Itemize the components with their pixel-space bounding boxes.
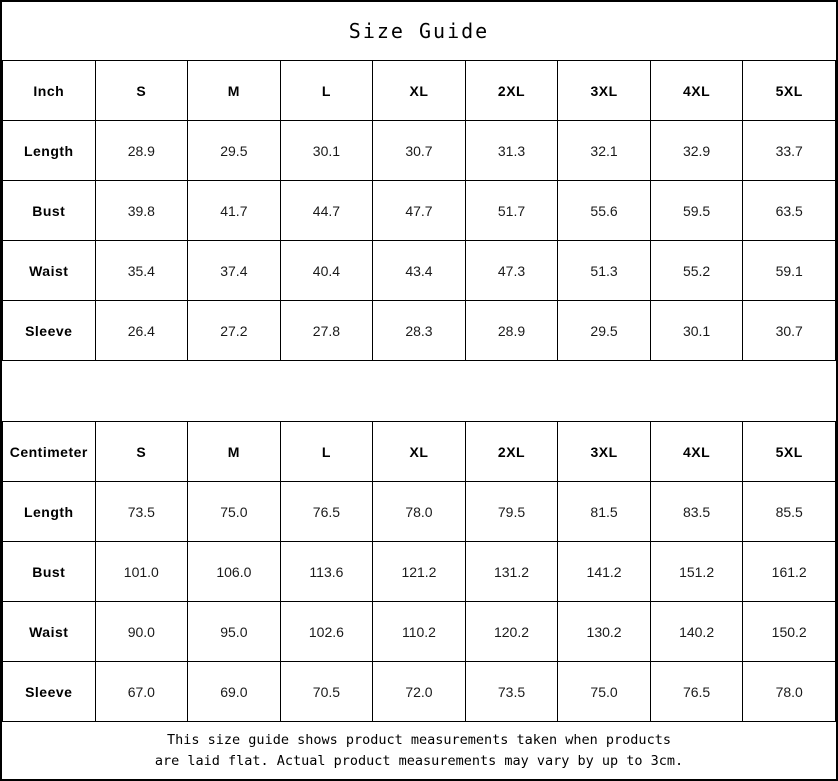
value-cell: 37.4 — [188, 241, 281, 301]
inch-header-row — [3, 61, 836, 121]
value-cell: 28.9 — [465, 301, 558, 361]
value-cell: 78.0 — [743, 662, 836, 722]
size-header-cell: 4XL — [650, 61, 743, 121]
value-cell: 106.0 — [188, 542, 281, 602]
value-cell: 47.7 — [373, 181, 466, 241]
value-cell: 41.7 — [188, 181, 281, 241]
footer-note-line2: are laid flat. Actual product measurements may vary by up to 3cm. — [154, 752, 684, 769]
value-cell: 69.0 — [188, 662, 281, 722]
value-cell: 43.4 — [373, 241, 466, 301]
table-row — [3, 542, 836, 602]
value-cell: 63.5 — [743, 181, 836, 241]
table-row — [3, 121, 836, 181]
value-cell: 90.0 — [95, 602, 188, 662]
size-header-cell: 2XL — [465, 422, 558, 482]
value-cell: 29.5 — [558, 301, 651, 361]
value-cell: 76.5 — [280, 482, 373, 542]
value-cell: 70.5 — [280, 662, 373, 722]
value-cell: 76.5 — [650, 662, 743, 722]
table-row — [3, 602, 836, 662]
size-header-cell: M — [188, 422, 281, 482]
table-row — [3, 301, 836, 361]
row-label-cell: Bust — [3, 181, 96, 241]
table-spacer — [2, 361, 836, 421]
value-cell: 140.2 — [650, 602, 743, 662]
value-cell: 27.8 — [280, 301, 373, 361]
size-header-cell: 3XL — [558, 422, 651, 482]
value-cell: 59.1 — [743, 241, 836, 301]
centimeter-header-row — [3, 422, 836, 482]
value-cell: 141.2 — [558, 542, 651, 602]
value-cell: 130.2 — [558, 602, 651, 662]
value-cell: 161.2 — [743, 542, 836, 602]
value-cell: 73.5 — [465, 662, 558, 722]
value-cell: 27.2 — [188, 301, 281, 361]
value-cell: 31.3 — [465, 121, 558, 181]
unit-header-cell: Inch — [3, 61, 96, 121]
value-cell: 131.2 — [465, 542, 558, 602]
size-header-cell: S — [95, 61, 188, 121]
footer-note-line1: This size guide shows product measurements taken when products — [167, 732, 671, 749]
value-cell: 30.7 — [743, 301, 836, 361]
row-label-cell: Length — [3, 121, 96, 181]
row-label-cell: Waist — [3, 241, 96, 301]
table-row — [3, 662, 836, 722]
value-cell: 73.5 — [95, 482, 188, 542]
value-cell: 72.0 — [373, 662, 466, 722]
value-cell: 83.5 — [650, 482, 743, 542]
value-cell: 81.5 — [558, 482, 651, 542]
value-cell: 75.0 — [188, 482, 281, 542]
value-cell: 151.2 — [650, 542, 743, 602]
unit-header-cell: Centimeter — [3, 422, 96, 482]
size-header-cell: 5XL — [743, 422, 836, 482]
row-label-cell: Bust — [3, 542, 96, 602]
value-cell: 110.2 — [373, 602, 466, 662]
value-cell: 51.3 — [558, 241, 651, 301]
value-cell: 101.0 — [95, 542, 188, 602]
row-label-cell: Sleeve — [3, 662, 96, 722]
value-cell: 30.1 — [280, 121, 373, 181]
value-cell: 26.4 — [95, 301, 188, 361]
table-row — [3, 482, 836, 542]
value-cell: 33.7 — [743, 121, 836, 181]
value-cell: 67.0 — [95, 662, 188, 722]
value-cell: 39.8 — [95, 181, 188, 241]
value-cell: 85.5 — [743, 482, 836, 542]
value-cell: 40.4 — [280, 241, 373, 301]
value-cell: 30.1 — [650, 301, 743, 361]
value-cell: 30.7 — [373, 121, 466, 181]
size-header-cell: 5XL — [743, 61, 836, 121]
row-label-cell: Length — [3, 482, 96, 542]
size-header-cell: 4XL — [650, 422, 743, 482]
value-cell: 44.7 — [280, 181, 373, 241]
value-cell: 113.6 — [280, 542, 373, 602]
value-cell: 102.6 — [280, 602, 373, 662]
footer-note — [2, 722, 836, 779]
value-cell: 47.3 — [465, 241, 558, 301]
centimeter-size-table — [2, 421, 836, 722]
value-cell: 79.5 — [465, 482, 558, 542]
size-header-cell: XL — [373, 61, 466, 121]
value-cell: 120.2 — [465, 602, 558, 662]
size-header-cell: 3XL — [558, 61, 651, 121]
value-cell: 95.0 — [188, 602, 281, 662]
value-cell: 28.9 — [95, 121, 188, 181]
size-header-cell: M — [188, 61, 281, 121]
table-row — [3, 241, 836, 301]
value-cell: 51.7 — [465, 181, 558, 241]
table-row — [3, 181, 836, 241]
size-header-cell: S — [95, 422, 188, 482]
value-cell: 59.5 — [650, 181, 743, 241]
value-cell: 32.1 — [558, 121, 651, 181]
value-cell: 29.5 — [188, 121, 281, 181]
row-label-cell: Sleeve — [3, 301, 96, 361]
value-cell: 78.0 — [373, 482, 466, 542]
value-cell: 32.9 — [650, 121, 743, 181]
row-label-cell: Waist — [3, 602, 96, 662]
inch-size-table — [2, 60, 836, 361]
size-header-cell: L — [280, 422, 373, 482]
size-header-cell: XL — [373, 422, 466, 482]
page-title: Size Guide — [348, 19, 490, 43]
size-header-cell: L — [280, 61, 373, 121]
value-cell: 121.2 — [373, 542, 466, 602]
value-cell: 28.3 — [373, 301, 466, 361]
value-cell: 55.6 — [558, 181, 651, 241]
value-cell: 75.0 — [558, 662, 651, 722]
value-cell: 35.4 — [95, 241, 188, 301]
size-header-cell: 2XL — [465, 61, 558, 121]
value-cell: 55.2 — [650, 241, 743, 301]
value-cell: 150.2 — [743, 602, 836, 662]
